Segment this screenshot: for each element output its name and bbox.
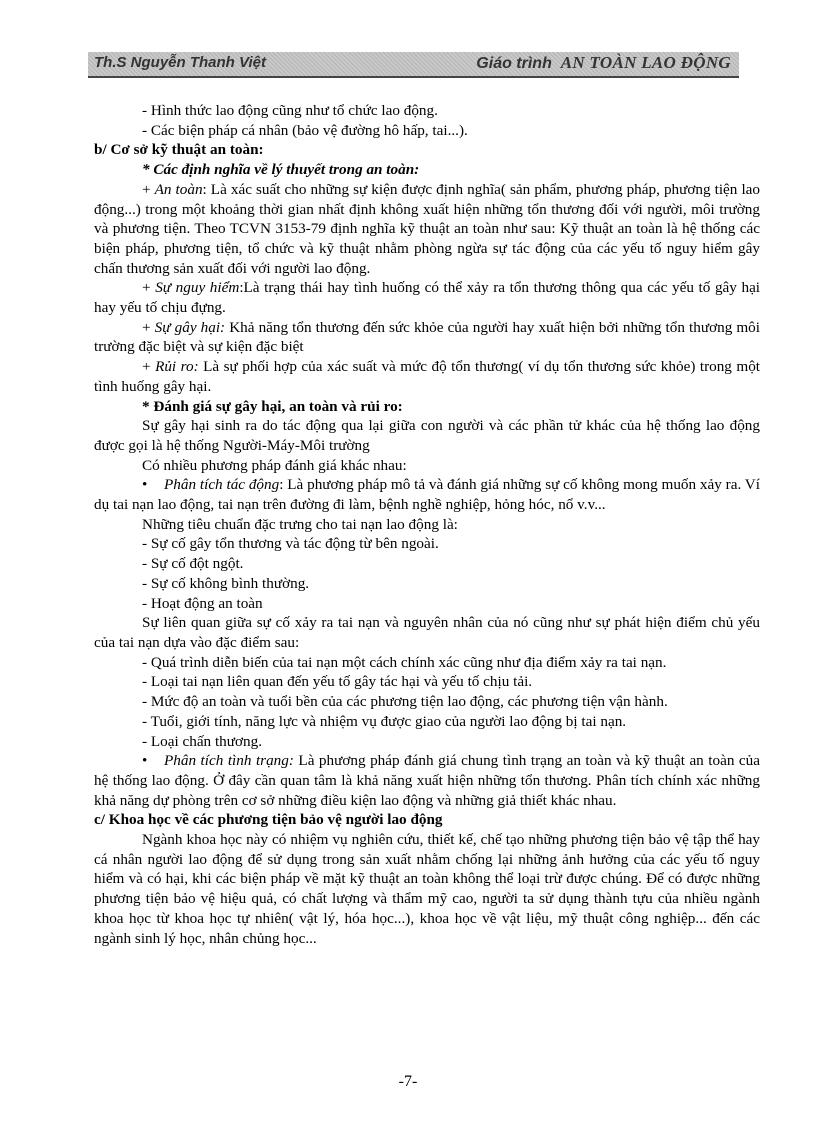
definition-text: Khả năng tổn thương đến sức khỏe của người hay xuất hiện bởi những tổn thương môi trường đặc biệt và sự kiện đặc biệt: [94, 318, 760, 356]
subsection-heading: * Các định nghĩa về lý thuyết trong an toàn:: [142, 161, 420, 179]
definition-term: Sự gây hại:: [154, 318, 226, 336]
definition-paragraph: + Rủi ro: Là sự phối hợp của xác suất và mức độ tổn thương( ví dụ tổn thương sức khỏe) trong một tình huống gây hại.: [94, 358, 761, 395]
definition-term: Rủi ro:: [155, 358, 199, 376]
body-paragraph: Ngành khoa học này có nhiệm vụ nghiên cứu, thiết kế, chế tạo những phương tiện bảo vệ tập thể hay cá nhân người lao động để sử dụng trong sản xuất nhằm chống lại những ảnh hưởng của các yếu tố nguy hiểm và có hại, khi các biện pháp về mặt kỹ thuật an toàn không thể loại trừ được chúng. Để có được những phương tiện bảo vệ hiệu quả, có chất lượng và thẩm mỹ cao, người ta sử dụng thành tựu của nhiều ngành khoa học từ khoa học tự nhiên( vật lý, hóa học...), khoa học về vật liệu, mỹ thuật công nghiệp... đến các ngành sinh lý học, nhân chủng học...: [94, 831, 760, 947]
list-item: - Sự cố đột ngột.: [142, 555, 244, 573]
definition-text: Là sự phối hợp của xác suất và mức độ tổn thương( ví dụ tổn thương sức khỏe) trong một tình huống gây hại.: [94, 358, 761, 395]
page-body: [94, 101, 760, 948]
bullet-text: Là phương pháp đánh giá chung tình trạng an toàn và kỹ thuật an toàn của hệ thống lao động. Ở đây cần quan tâm là khả năng xuất hiện những tổn thương. Phân tích chính xác những khả năng dự phòng trên cơ sở những điều kiện lao động và những giả thiết khác nhau.: [94, 752, 760, 809]
body-paragraph: Sự gây hại sinh ra do tác động qua lại giữa con người và các phần tử khác của hệ thống lao động được gọi là hệ thống Người-Máy-Môi trường: [94, 417, 760, 454]
definition-term: An toàn: [154, 180, 203, 198]
definition-term: Sự nguy hiểm: [155, 279, 240, 297]
definition-paragraph: + Sự gây hại: Khả năng tổn thương đến sức khỏe của người hay xuất hiện bởi những tổn thương môi trường đặc biệt và sự kiện đặc biệt: [94, 318, 760, 356]
bullet-icon: •: [142, 476, 148, 494]
definition-text: : Là xác suất cho những sự kiện được định nghĩa( sản phẩm, phương pháp, phương tiện lao động...) trong một khoảng thời gian nhất định không xuất hiện những tổn thương đối với người, môi trường và phương tiện. Theo TCVN 3153-79 định nghĩa kỹ thuật an toàn như sau: Kỹ thuật an toàn là hệ thống các biện pháp, phương tiện, tổ chức và kỹ thuật nhằm phòng ngừa sự tác động của các yếu tố nguy hiểm gây chấn thương sản xuất đối với người lao động.: [94, 180, 760, 277]
bullet-paragraph: [94, 475, 760, 514]
page-header: [88, 52, 739, 78]
list-item: - Quá trình diễn biến của tai nạn một cách chính xác cũng như địa điểm xảy ra tai nạn.: [142, 653, 667, 671]
body-paragraph: Những tiêu chuẩn đặc trưng cho tai nạn lao động là:: [142, 515, 458, 533]
list-item: - Mức độ an toàn và tuổi bền của các phương tiện lao động, các phương tiện vận hành.: [142, 693, 668, 711]
section-heading-c: c/ Khoa học về các phương tiện bảo vệ người lao động: [94, 811, 443, 829]
list-item: - Các biện pháp cá nhân (bảo vệ đường hô hấp, tai...).: [142, 121, 468, 139]
bullet-term: Phân tích tác động: [164, 476, 280, 494]
bullet-term: Phân tích tình trạng:: [164, 752, 294, 770]
bullet-text: : Là phương pháp mô tả và đánh giá những sự cố không mong muốn xảy ra. Ví dụ tai nạn lao động, tai nạn trên đường đi làm, bệnh nghề nghiệp, hỏng hóc, nổ v.v...: [94, 476, 760, 514]
list-item: - Sự cố gây tổn thương và tác động từ bên ngoài.: [142, 535, 439, 553]
page-number: -7-: [398, 1073, 418, 1090]
subsection-heading: * Đánh giá sự gây hại, an toàn và rủi ro:: [142, 397, 403, 415]
definition-paragraph: + An toàn: Là xác suất cho những sự kiện được định nghĩa( sản phẩm, phương pháp, phương tiện lao động...) trong một khoảng thời gian nhất định không xuất hiện những tổn thương đối với người, môi trường và phương tiện. Theo TCVN 3153-79 định nghĩa kỹ thuật an toàn như sau: Kỹ thuật an toàn là hệ thống các biện pháp, phương tiện, tổ chức và kỹ thuật nhằm phòng ngừa sự tác động của các yếu tố nguy hiểm gây chấn thương sản xuất đối với người lao động.: [94, 180, 760, 277]
bullet-icon: •: [142, 752, 148, 770]
header-author: Th.S Nguyễn Thanh Việt: [94, 54, 266, 71]
header-title-prefix: Giáo trình: [476, 55, 552, 72]
list-item: - Loại chấn thương.: [142, 732, 263, 750]
definition-paragraph: + Sự nguy hiểm:Là trạng thái hay tình huống có thể xảy ra tổn thương thông qua các yếu tố gây hại hay yếu tố chịu đựng.: [94, 279, 761, 317]
section-heading-b: b/ Cơ sở kỹ thuật an toàn:: [94, 141, 264, 159]
header-title-subject: AN TOÀN LAO ĐỘNG: [560, 53, 731, 72]
body-paragraph: Có nhiều phương pháp đánh giá khác nhau:: [142, 456, 407, 474]
definition-text: :Là trạng thái hay tình huống có thể xảy ra tổn thương thông qua các yếu tố gây hại hay yếu tố chịu đựng.: [94, 279, 761, 317]
list-item: - Hình thức lao động cũng như tổ chức lao động.: [142, 102, 438, 119]
bullet-paragraph: [94, 751, 760, 810]
list-item: - Loại tai nạn liên quan đến yếu tố gây tác hại và yếu tố chịu tải.: [142, 673, 533, 691]
body-paragraph: Sự liên quan giữa sự cố xảy ra tai nạn và nguyên nhân của nó cũng như sự phát hiện điểm chủ yếu của tai nạn dựa vào đặc điểm sau:: [94, 614, 760, 651]
list-item: - Hoạt động an toàn: [142, 594, 263, 612]
list-item: - Tuổi, giới tính, năng lực và nhiệm vụ được giao của người lao động bị tai nạn.: [142, 712, 627, 730]
list-item: - Sự cố không bình thường.: [142, 574, 310, 592]
header-title: [476, 53, 731, 73]
